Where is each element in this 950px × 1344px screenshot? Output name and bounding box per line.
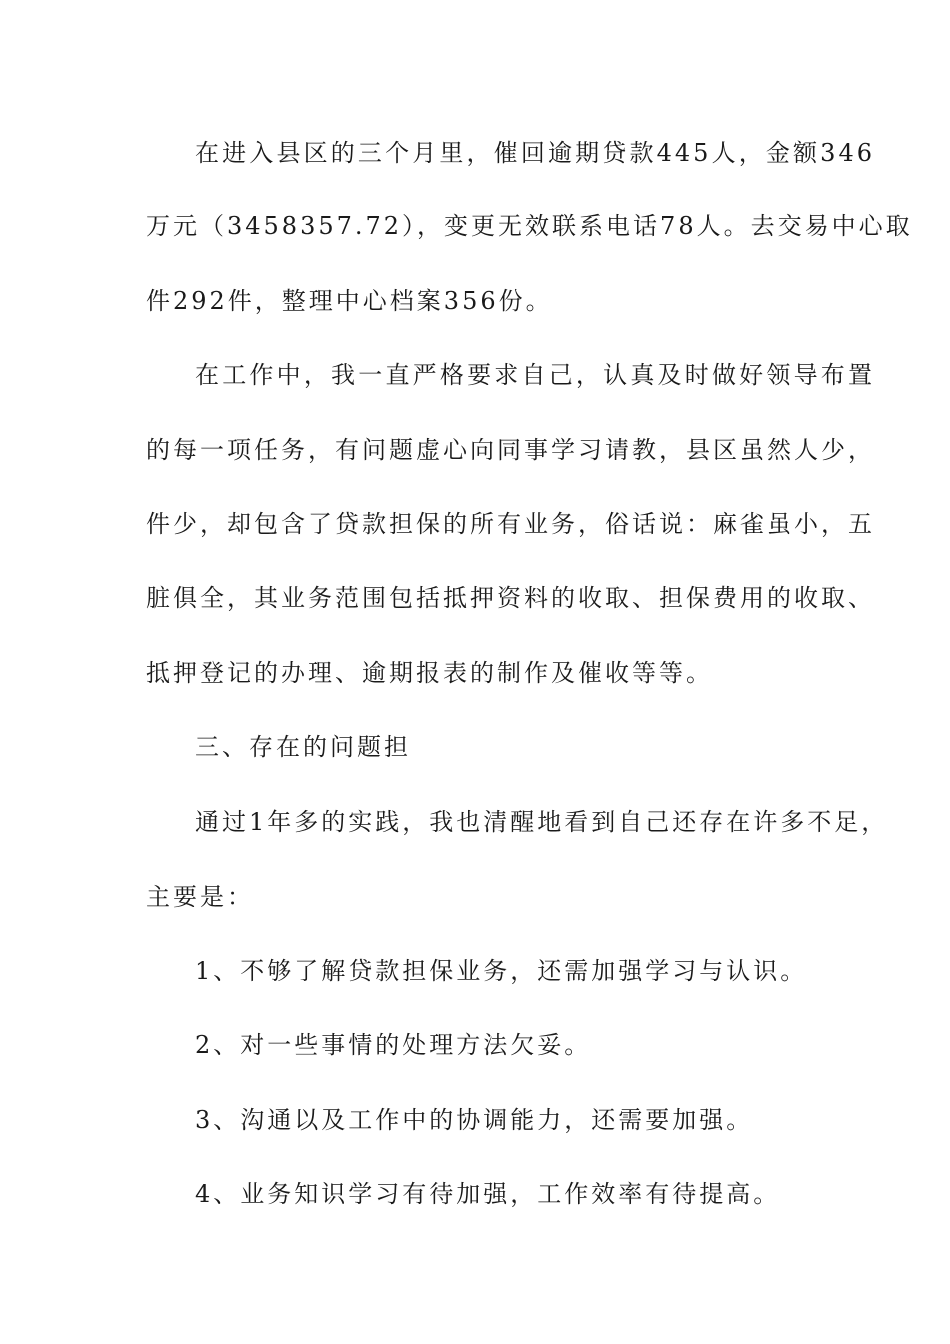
paragraph-2-line-2: 的每一项任务，有问题虚心向同事学习请教，县区虽然人少， xyxy=(146,436,875,464)
paragraph-3-line-1: 通过1年多的实践，我也清醒地看到自己还存在许多不足， xyxy=(195,808,889,836)
paragraph-2-line-1: 在工作中，我一直严格要求自己，认真及时做好领导布置 xyxy=(195,361,875,389)
paragraph-3-line-2: 主要是： xyxy=(146,883,254,911)
paragraph-1-line-1: 在进入县区的三个月里，催回逾期贷款445人，金额346 xyxy=(195,139,875,167)
section-heading: 三、存在的问题担 xyxy=(195,733,411,761)
paragraph-1-line-3: 件292件，整理中心档案356份。 xyxy=(146,287,553,315)
list-item: 1、不够了解贷款担保业务，还需加强学习与认识。 xyxy=(195,957,808,985)
paragraph-1-line-2: 万元（3458357.72），变更无效联系电话78人。去交易中心取 xyxy=(146,212,913,240)
paragraph-2-line-5: 抵押登记的办理、逾期报表的制作及催收等等。 xyxy=(146,659,713,687)
paragraph-2-line-3: 件少，却包含了贷款担保的所有业务，俗话说：麻雀虽小，五 xyxy=(146,510,875,538)
paragraph-2-line-4: 脏俱全，其业务范围包括抵押资料的收取、担保费用的收取、 xyxy=(146,584,875,612)
list-item: 4、业务知识学习有待加强，工作效率有待提高。 xyxy=(195,1180,781,1208)
list-item: 2、对一些事情的处理方法欠妥。 xyxy=(195,1031,592,1059)
list-item: 3、沟通以及工作中的协调能力，还需要加强。 xyxy=(195,1106,754,1134)
